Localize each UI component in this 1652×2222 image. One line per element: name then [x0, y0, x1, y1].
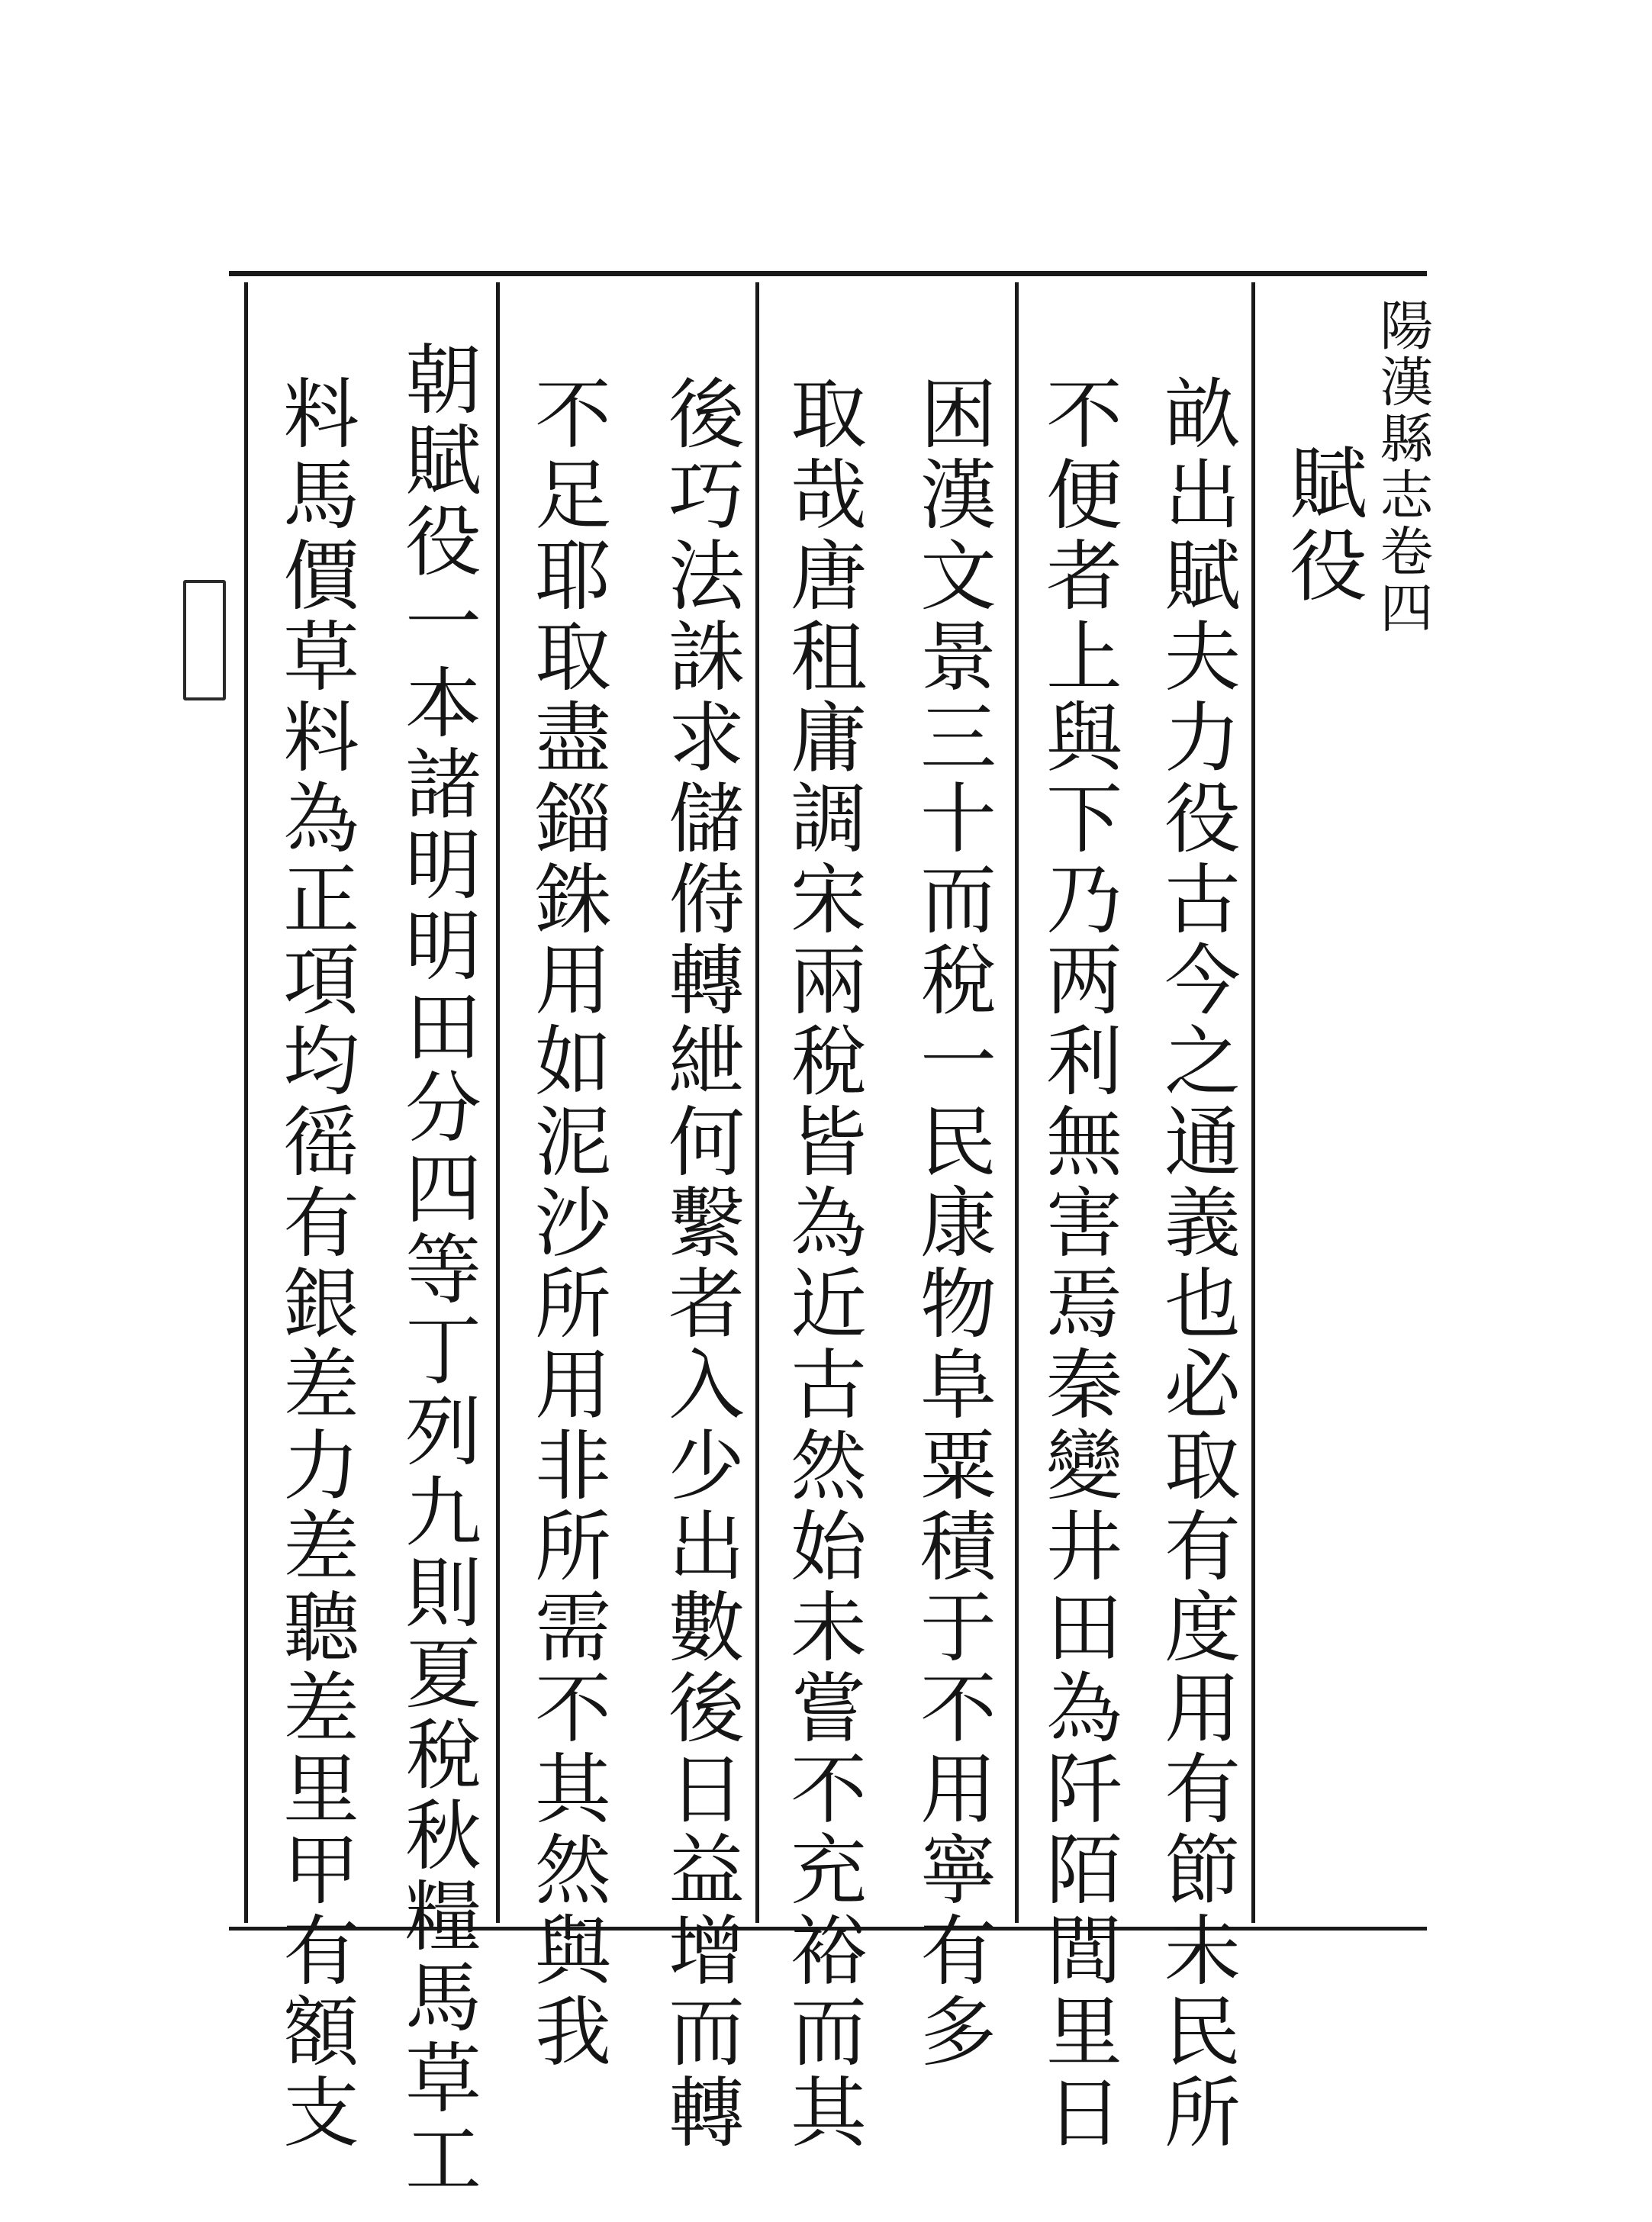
- text-column: 畝出賦夫力役古今之通義也必取有度用有節未民所: [1151, 374, 1241, 2153]
- column-rule: [1251, 282, 1255, 1923]
- text-column: 不足耶取盡錙銖用如泥沙所用非所需不其然與我: [522, 374, 611, 2072]
- text-column: 料馬價草料為正項均徭有銀差力差聽差里甲有額支: [270, 374, 359, 2153]
- column-rule: [496, 282, 500, 1923]
- column-rule: [1015, 282, 1019, 1923]
- text-column: 不便者上與下乃两利無害焉秦變井田為阡陌閭里日: [1033, 374, 1122, 2153]
- text-column: 困漢文景三十而稅一民康物阜粟積于不用寧有多: [907, 374, 997, 2072]
- library-seal-icon: [183, 580, 226, 700]
- text-column: 後巧法誅求儲偫轉紲何繫者入少出數後日益增而轉: [655, 374, 745, 2153]
- column-rule: [755, 282, 759, 1923]
- margin-title: 陽漢縣志卷四: [1371, 298, 1434, 636]
- text-column: 取哉唐租庸調宋兩稅皆為近古然始未嘗不充裕而其: [778, 374, 867, 2153]
- column-rule: [244, 282, 248, 1923]
- text-column: 朝賦役一本諸明明田分四等丁列九則夏稅秋糧馬草工: [392, 340, 481, 2200]
- section-heading: 賦役: [1277, 443, 1367, 607]
